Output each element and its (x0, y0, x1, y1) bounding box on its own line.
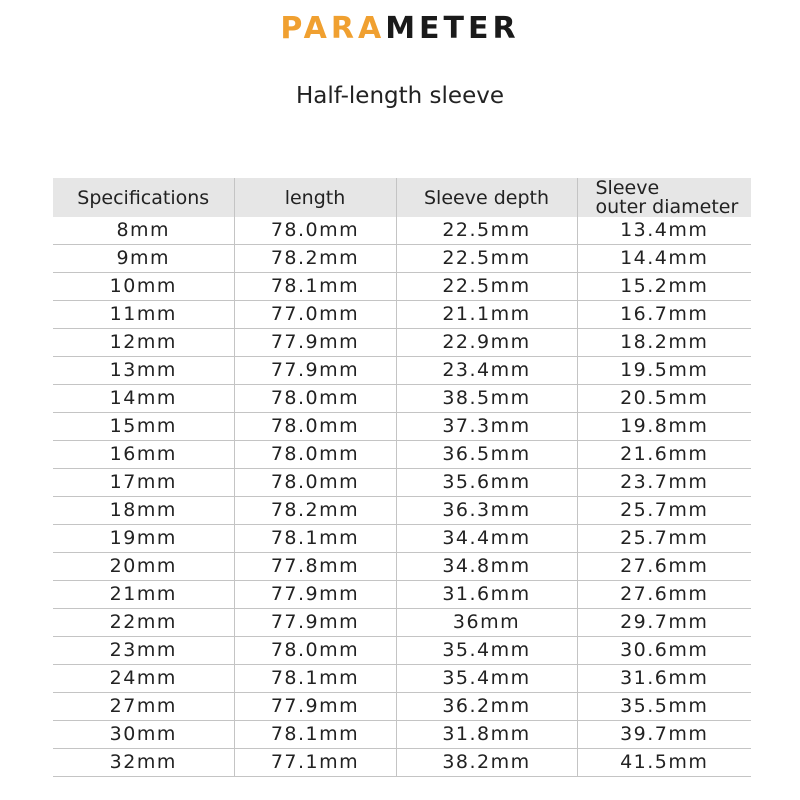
table-body (53, 217, 751, 777)
spec-cell: 19mm (53, 525, 234, 553)
column-header-multiline: Sleeve outer diameter (577, 178, 751, 217)
length-cell: 77.9mm (234, 329, 396, 357)
outer-diameter-cell: 14.4mm (577, 245, 751, 273)
sleeve-depth-cell: 36.3mm (396, 497, 577, 525)
length-cell: 78.0mm (234, 469, 396, 497)
spec-cell: 20mm (53, 553, 234, 581)
spec-cell: 9mm (53, 245, 234, 273)
sleeve-depth-cell: 36.2mm (396, 693, 577, 721)
length-cell: 78.1mm (234, 525, 396, 553)
table-row (53, 553, 751, 581)
outer-diameter-cell: 27.6mm (577, 581, 751, 609)
table-row (53, 693, 751, 721)
sleeve-depth-cell: 38.2mm (396, 749, 577, 777)
parameter-table (53, 178, 751, 777)
outer-diameter-cell: 30.6mm (577, 637, 751, 665)
page-subtitle: Half-length sleeve (296, 83, 504, 109)
length-cell: 77.9mm (234, 693, 396, 721)
table-row (53, 497, 751, 525)
length-cell: 78.0mm (234, 441, 396, 469)
table-row (53, 469, 751, 497)
outer-diameter-cell: 13.4mm (577, 217, 751, 245)
sleeve-depth-cell: 36.5mm (396, 441, 577, 469)
outer-diameter-cell: 19.5mm (577, 357, 751, 385)
spec-cell: 12mm (53, 329, 234, 357)
table-row (53, 301, 751, 329)
spec-cell: 22mm (53, 609, 234, 637)
length-cell: 78.0mm (234, 385, 396, 413)
table-header-row (53, 178, 751, 217)
spec-cell: 17mm (53, 469, 234, 497)
table-row (53, 609, 751, 637)
outer-diameter-cell: 21.6mm (577, 441, 751, 469)
table-row (53, 749, 751, 777)
outer-diameter-cell: 19.8mm (577, 413, 751, 441)
spec-cell: 8mm (53, 217, 234, 245)
table-row (53, 329, 751, 357)
length-cell: 77.8mm (234, 553, 396, 581)
sleeve-depth-cell: 35.4mm (396, 637, 577, 665)
spec-cell: 18mm (53, 497, 234, 525)
sleeve-depth-cell: 36mm (396, 609, 577, 637)
spec-cell: 13mm (53, 357, 234, 385)
length-cell: 78.2mm (234, 497, 396, 525)
spec-cell: 27mm (53, 693, 234, 721)
outer-diameter-cell: 41.5mm (577, 749, 751, 777)
outer-diameter-cell: 16.7mm (577, 301, 751, 329)
logo-rest-text: METER (385, 11, 520, 46)
length-cell: 77.1mm (234, 749, 396, 777)
table-row (53, 413, 751, 441)
sleeve-depth-cell: 22.9mm (396, 329, 577, 357)
length-cell: 78.0mm (234, 217, 396, 245)
column-header: length (234, 178, 396, 217)
sleeve-depth-cell: 22.5mm (396, 245, 577, 273)
sleeve-depth-cell: 21.1mm (396, 301, 577, 329)
sleeve-depth-cell: 22.5mm (396, 273, 577, 301)
sleeve-depth-cell: 38.5mm (396, 385, 577, 413)
table-row (53, 357, 751, 385)
outer-diameter-cell: 31.6mm (577, 665, 751, 693)
outer-diameter-cell: 29.7mm (577, 609, 751, 637)
outer-diameter-cell: 27.6mm (577, 553, 751, 581)
sleeve-depth-cell: 22.5mm (396, 217, 577, 245)
table-row (53, 665, 751, 693)
spec-cell: 14mm (53, 385, 234, 413)
spec-cell: 11mm (53, 301, 234, 329)
length-cell: 78.1mm (234, 721, 396, 749)
sleeve-depth-cell: 35.6mm (396, 469, 577, 497)
length-cell: 78.1mm (234, 665, 396, 693)
sleeve-depth-cell: 34.8mm (396, 553, 577, 581)
outer-diameter-cell: 23.7mm (577, 469, 751, 497)
sleeve-depth-cell: 31.6mm (396, 581, 577, 609)
spec-cell: 10mm (53, 273, 234, 301)
outer-diameter-cell: 35.5mm (577, 693, 751, 721)
table-row (53, 525, 751, 553)
spec-cell: 15mm (53, 413, 234, 441)
length-cell: 78.2mm (234, 245, 396, 273)
length-cell: 77.0mm (234, 301, 396, 329)
length-cell: 77.9mm (234, 609, 396, 637)
sleeve-depth-cell: 31.8mm (396, 721, 577, 749)
table-row (53, 581, 751, 609)
logo-accent-text: PARA (280, 11, 386, 46)
spec-cell: 23mm (53, 637, 234, 665)
column-header: Specifications (53, 178, 234, 217)
parameter-logo (0, 12, 800, 46)
length-cell: 78.0mm (234, 413, 396, 441)
spec-cell: 30mm (53, 721, 234, 749)
table-row (53, 273, 751, 301)
sleeve-depth-cell: 23.4mm (396, 357, 577, 385)
outer-diameter-cell: 20.5mm (577, 385, 751, 413)
outer-diameter-cell: 39.7mm (577, 721, 751, 749)
length-cell: 77.9mm (234, 357, 396, 385)
table-row (53, 245, 751, 273)
column-header: Sleeve depth (396, 178, 577, 217)
length-cell: 77.9mm (234, 581, 396, 609)
spec-cell: 16mm (53, 441, 234, 469)
outer-diameter-cell: 15.2mm (577, 273, 751, 301)
outer-diameter-cell: 25.7mm (577, 497, 751, 525)
sleeve-depth-cell: 35.4mm (396, 665, 577, 693)
length-cell: 78.0mm (234, 637, 396, 665)
table-row (53, 637, 751, 665)
length-cell: 78.1mm (234, 273, 396, 301)
spec-cell: 21mm (53, 581, 234, 609)
outer-diameter-cell: 18.2mm (577, 329, 751, 357)
outer-diameter-cell: 25.7mm (577, 525, 751, 553)
table-row (53, 441, 751, 469)
sleeve-depth-cell: 37.3mm (396, 413, 577, 441)
spec-cell: 32mm (53, 749, 234, 777)
table-row (53, 385, 751, 413)
table-row (53, 217, 751, 245)
spec-cell: 24mm (53, 665, 234, 693)
sleeve-depth-cell: 34.4mm (396, 525, 577, 553)
table-row (53, 721, 751, 749)
